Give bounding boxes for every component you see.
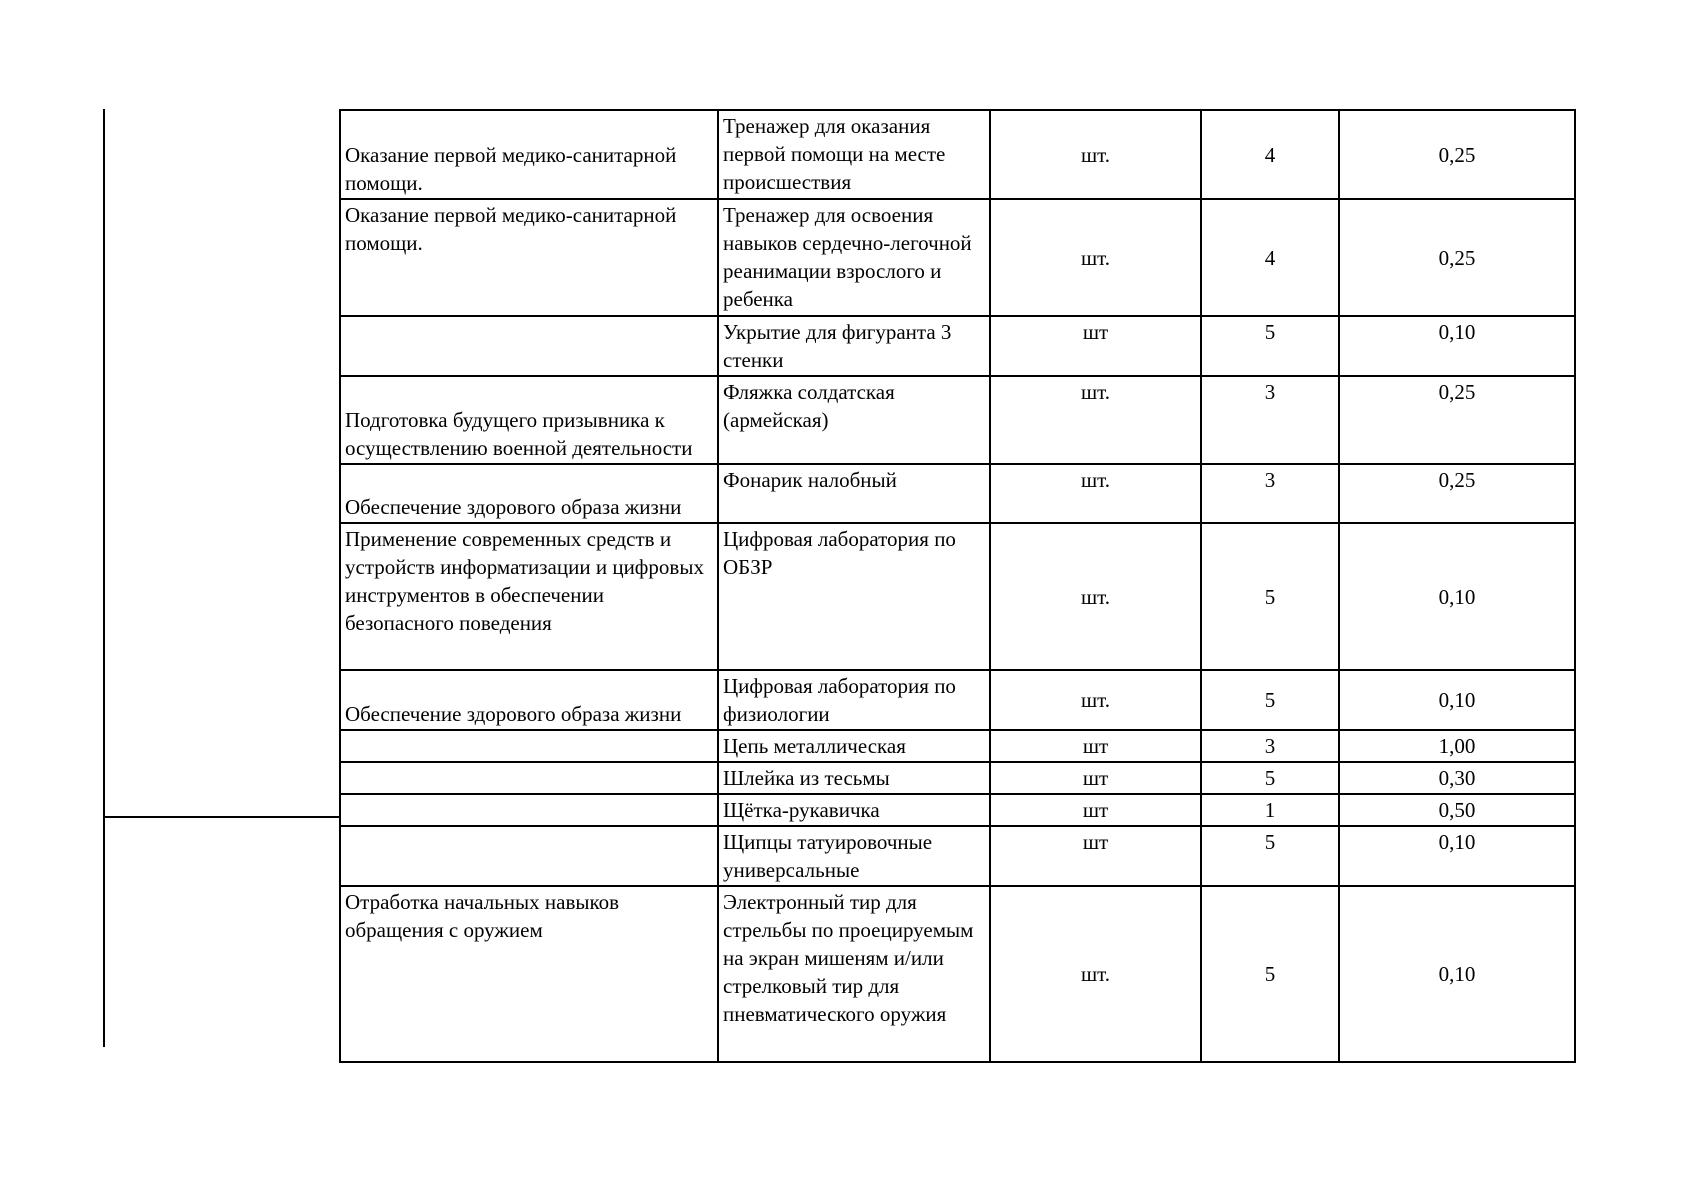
item-cell: Щипцы татуировочные универсальные: [718, 826, 990, 886]
topic-cell: Оказание первой медико-санитарной помощи.: [340, 199, 718, 316]
quantity-cell: 3: [1201, 730, 1339, 762]
quantity-cell: 3: [1201, 464, 1339, 523]
coefficient-cell: 0,25: [1339, 376, 1575, 464]
item-cell: Фонарик налобный: [718, 464, 990, 523]
table-row: [340, 762, 1575, 794]
item-cell: Щётка-рукавичка: [718, 794, 990, 826]
topic-cell: [340, 794, 718, 826]
topic-cell: Отработка начальных навыков обращения с оружием: [340, 886, 718, 1062]
coefficient-cell: 1,00: [1339, 730, 1575, 762]
quantity-cell: 5: [1201, 670, 1339, 730]
topic-cell: Подготовка будущего призывника к осуществлению военной деятельности: [340, 376, 718, 464]
quantity-cell: 1: [1201, 794, 1339, 826]
topic-cell: Обеспечение здорового образа жизни: [340, 464, 718, 523]
item-cell: Цепь металлическая: [718, 730, 990, 762]
quantity-cell: 4: [1201, 199, 1339, 316]
table-row: [340, 730, 1575, 762]
table-row: [340, 794, 1575, 826]
quantity-cell: 4: [1201, 110, 1339, 199]
topic-cell: [340, 826, 718, 886]
quantity-cell: 5: [1201, 886, 1339, 1062]
coefficient-cell: 0,10: [1339, 886, 1575, 1062]
unit-cell: шт.: [990, 376, 1201, 464]
unit-cell: шт: [990, 826, 1201, 886]
quantity-cell: 5: [1201, 762, 1339, 794]
unit-cell: шт.: [990, 464, 1201, 523]
left-column-border: [103, 109, 105, 1047]
coefficient-cell: 0,30: [1339, 762, 1575, 794]
item-cell: Фляжка солдатская (армейская): [718, 376, 990, 464]
table-row: [340, 199, 1575, 316]
table-row: [340, 670, 1575, 730]
quantity-cell: 5: [1201, 826, 1339, 886]
item-cell: Цифровая лаборатория по физиологии: [718, 670, 990, 730]
quantity-cell: 5: [1201, 523, 1339, 670]
topic-cell: Применение современных средств и устройств информатизации и цифровых инструментов в обеспечении безопасного поведения: [340, 523, 718, 670]
topic-cell: [340, 762, 718, 794]
table-row: [340, 110, 1575, 199]
coefficient-cell: 0,25: [1339, 110, 1575, 199]
coefficient-cell: 0,10: [1339, 523, 1575, 670]
coefficient-cell: 0,25: [1339, 199, 1575, 316]
topic-cell: [340, 316, 718, 376]
equipment-table: [339, 109, 1576, 1063]
item-cell: Шлейка из тесьмы: [718, 762, 990, 794]
unit-cell: шт.: [990, 886, 1201, 1062]
item-cell: Тренажер для освоения навыков сердечно-легочной реанимации взрослого и ребенка: [718, 199, 990, 316]
unit-cell: шт.: [990, 670, 1201, 730]
unit-cell: шт.: [990, 199, 1201, 316]
topic-cell: Оказание первой медико-санитарной помощи.: [340, 110, 718, 199]
coefficient-cell: 0,25: [1339, 464, 1575, 523]
item-cell: Электронный тир для стрельбы по проецируемым на экран мишеням и/или стрелковый тир для пневматического оружия: [718, 886, 990, 1062]
unit-cell: шт: [990, 730, 1201, 762]
coefficient-cell: 0,50: [1339, 794, 1575, 826]
table-row: [340, 886, 1575, 1062]
item-cell: Цифровая лаборатория по ОБЗР: [718, 523, 990, 670]
coefficient-cell: 0,10: [1339, 826, 1575, 886]
table-row: [340, 464, 1575, 523]
coefficient-cell: 0,10: [1339, 670, 1575, 730]
table-row: [340, 523, 1575, 670]
quantity-cell: 5: [1201, 316, 1339, 376]
unit-cell: шт: [990, 762, 1201, 794]
item-cell: Тренажер для оказания первой помощи на месте происшествия: [718, 110, 990, 199]
table-row: [340, 316, 1575, 376]
unit-cell: шт: [990, 794, 1201, 826]
table-row: [340, 376, 1575, 464]
table-row: [340, 826, 1575, 886]
topic-cell: [340, 730, 718, 762]
unit-cell: шт: [990, 316, 1201, 376]
left-row-divider: [103, 816, 341, 818]
unit-cell: шт.: [990, 110, 1201, 199]
coefficient-cell: 0,10: [1339, 316, 1575, 376]
quantity-cell: 3: [1201, 376, 1339, 464]
item-cell: Укрытие для фигуранта 3 стенки: [718, 316, 990, 376]
unit-cell: шт.: [990, 523, 1201, 670]
topic-cell: Обеспечение здорового образа жизни: [340, 670, 718, 730]
